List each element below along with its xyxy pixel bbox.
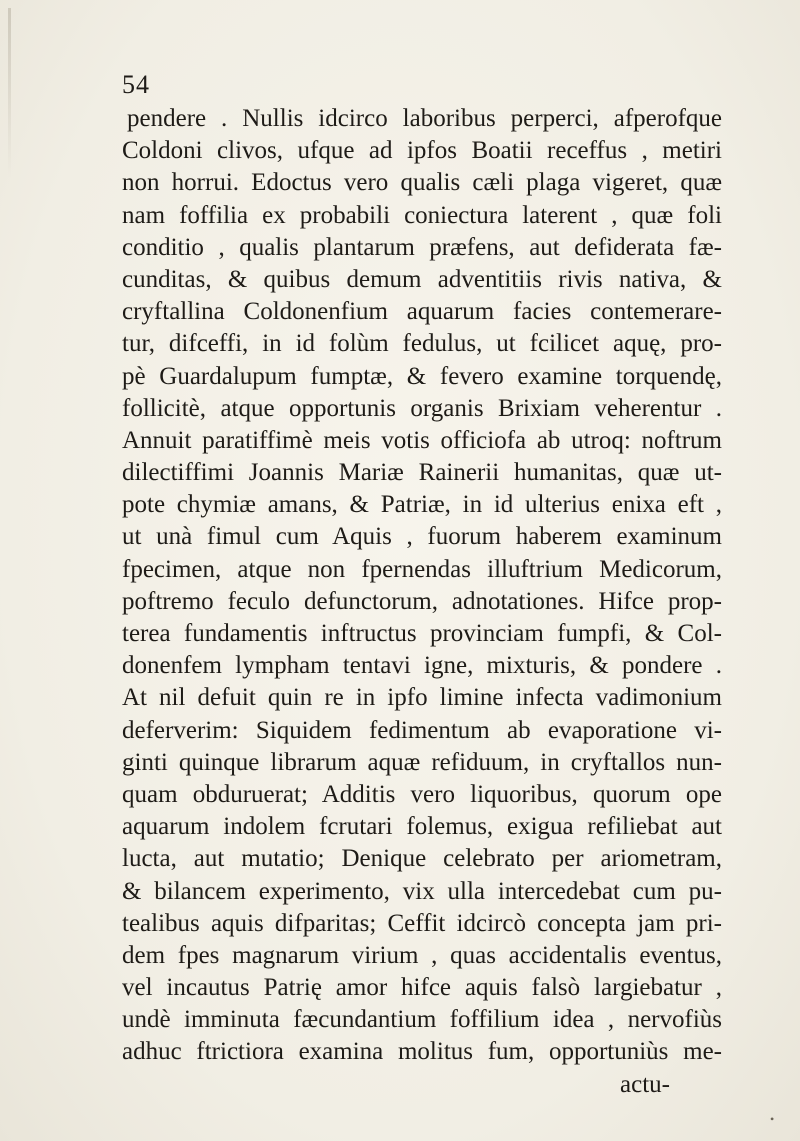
page-edge-shadow: [8, 8, 11, 178]
text-line: fpecimen, atque non fpernendas illuftrium Medicorum,: [122, 555, 722, 583]
page-number: 54: [122, 70, 150, 99]
text-line: pote chymiæ amans, & Patriæ, in id ulterius enixa eft ,: [122, 491, 722, 519]
text-line: conditio , qualis plantarum præfens, aut defiderata fæ-: [122, 233, 722, 261]
text-line: deferverim: Siquidem fedimentum ab evaporatione vi-: [122, 716, 722, 744]
text-line: & bilancem experimento, vix ulla intercedebat cum pu-: [122, 877, 722, 905]
text-line: cunditas, & quibus demum adventitiis rivis nativa, &: [122, 265, 722, 293]
text-line: cryftallina Coldonenfium aquarum facies contemerare-: [122, 298, 722, 326]
text-line: dem fpes magnarum virium , quas accidentalis eventus,: [122, 941, 722, 969]
text-line: Coldoni clivos, ufque ad ipfos Boatii receffus , metiri: [122, 137, 722, 165]
text-line: nam foffilia ex probabili coniectura laterent , quæ foli: [122, 201, 722, 229]
text-line: At nil defuit quin re in ipfo limine infecta vadimonium: [122, 684, 722, 712]
text-line: aquarum indolem fcrutari folemus, exigua refiliebat aut: [122, 813, 722, 841]
text-line: non horrui. Edoctus vero qualis cæli plaga vigeret, quæ: [122, 169, 722, 197]
text-line: tealibus aquis difparitas; Ceffit idcircò concepta jam pri-: [122, 909, 722, 937]
text-line: ut unà fimul cum Aquis , fuorum haberem examinum: [122, 523, 722, 551]
text-line: quam obduruerat; Additis vero liquoribus, quorum ope: [122, 780, 722, 808]
body-text: [122, 103, 722, 1101]
catchword: actu-: [620, 1070, 670, 1098]
text-line: tur, difceffi, in id folùm fedulus, ut fcilicet aquę, pro-: [122, 330, 722, 358]
text-line: donenfem lympham tentavi igne, mixturis, & pondere .: [122, 652, 722, 680]
text-line: follicitè, atque opportunis organis Brixiam veherentur .: [122, 394, 722, 422]
text-line: adhuc ftrictiora examina molitus fum, opportuniùs me-: [122, 1038, 722, 1066]
text-line: undè imminuta fæcundantium foffilium idea , nervofiùs: [122, 1006, 722, 1034]
text-line: terea fundamentis inftructus provinciam fumpfi, & Col-: [122, 620, 722, 647]
text-line: dilectiffimi Joannis Mariæ Rainerii humanitas, quæ ut-: [122, 459, 722, 487]
text-line: pendere . Nullis idcirco laboribus perperci, afperofque: [127, 105, 722, 132]
text-line: ginti quinque librarum aquæ refiduum, in cryftallos nun-: [122, 748, 722, 776]
text-line: poftremo feculo defunctorum, adnotationes. Hifce prop-: [122, 587, 722, 615]
corner-ink-mark: •: [770, 1112, 775, 1126]
text-line: Annuit paratiffimè meis votis officiofa ab utroq: noftrum: [122, 426, 722, 454]
text-line: lucta, aut mutatio; Denique celebrato per ariometram,: [122, 845, 722, 873]
text-line: vel incautus Patrię amor hifce aquis falsò largiebatur ,: [122, 974, 722, 1002]
text-line: pè Guardalupum fumptæ, & fevero examine torquendę,: [122, 362, 722, 390]
